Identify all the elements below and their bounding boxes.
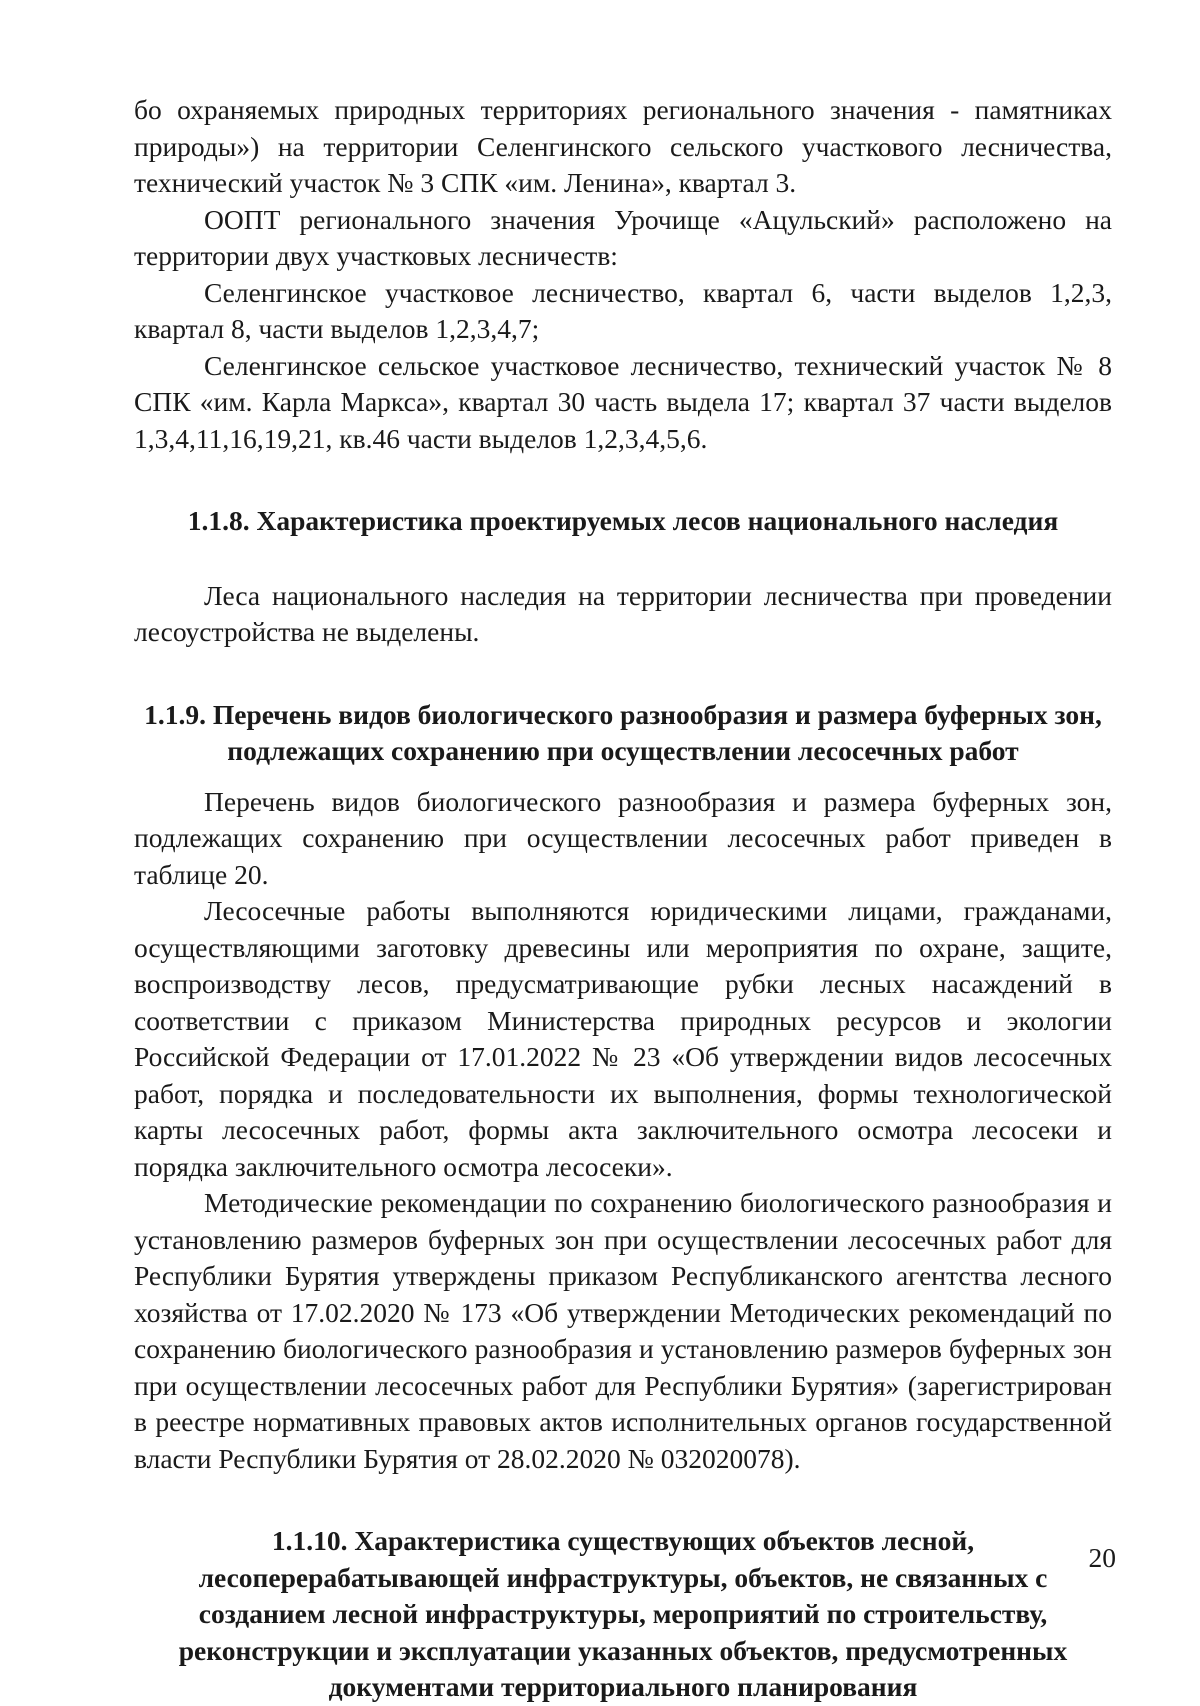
section-heading-1-1-8: 1.1.8. Характеристика проектируемых лесов национального наследия	[187, 505, 1059, 536]
paragraph-methodical-recommendations: Методические рекомендации по сохранению биологического разнообразия и установлению размеров буферных зон при осуществлении лесосечных работ для Республики Бурятия утверждены приказом Республиканского агентства лесного хозяйства от 17.02.2020 № 173 «Об утверждении Методических рекомендаций по сохранению биологического разнообразия и установлению размеров буферных зон при осуществлении лесосечных работ для Республики Бурятия» (зарегистрирован в реестре нормативных правовых актов исполнительных органов государственной власти Республики Бурятия от 28.02.2020 № 032020078).	[134, 1187, 1112, 1474]
page-number: 20	[1088, 1542, 1116, 1573]
paragraph-logging-works: Лесосечные работы выполняются юридическими лицами, гражданами, осуществляющими заготовку древесины или мероприятия по охране, защите, воспроизводству лесов, предусматривающие рубки лесных насаждений в соответствии с приказом Министерства природных ресурсов и экологии Российской Федерации от 17.01.2022 № 23 «Об утверждении видов лесосечных работ, порядка и последовательности их выполнения, формы технологической карты лесосечных работ, формы акта заключительного осмотра лесосеки и порядка заключительного осмотра лесосеки».	[134, 895, 1112, 1182]
paragraph-biodiversity-list: Перечень видов биологического разнообразия и размера буферных зон, подлежащих сохранению при осуществлении лесосечных работ приведен в таблице 20.	[134, 785, 1112, 890]
paragraph-selenga-rural-forestry: Селенгинское сельское участковое лесничество, технический участок № 8 СПК «им. Карла Маркса», квартал 30 часть выдела 17; квартал 37 части выделов 1,3,4,11,16,19,21, кв.46 части выделов 1,2,3,4,5,6.	[134, 349, 1112, 454]
section-heading-1-1-10: 1.1.10. Характеристика существующих объектов лесной, лесоперерабатывающей инфраструктуры, объектов, не связанных с созданием лесной инфраструктуры, мероприятий по строительству, реконструкции и эксплуатации указанных объектов, предусмотренных документами территориального планирования	[178, 1525, 1068, 1702]
paragraph-national-heritage-forests: Леса национального наследия на территории лесничества при проведении лесоустройства не выделены.	[134, 579, 1112, 647]
section-heading-1-1-9: 1.1.9. Перечень видов биологического разнообразия и размера буферных зон, подлежащих сохранению при осуществлении лесосечных работ	[144, 698, 1102, 766]
paragraph-oopt-location: ООПТ регионального значения Урочище «Ацульский» расположено на территории двух участковых лесничеств:	[134, 203, 1112, 271]
paragraph-selenga-forestry: Селенгинское участковое лесничество, квартал 6, части выделов 1,2,3, квартал 8, части выделов 1,2,3,4,7;	[134, 276, 1112, 344]
paragraph-continuation: бо охраняемых природных территориях регионального значения - памятниках природы») на территории Селенгинского сельского участкового лесничества, технический участок № 3 СПК «им. Ленина», квартал 3.	[134, 94, 1112, 198]
page-content	[134, 92, 1112, 1706]
